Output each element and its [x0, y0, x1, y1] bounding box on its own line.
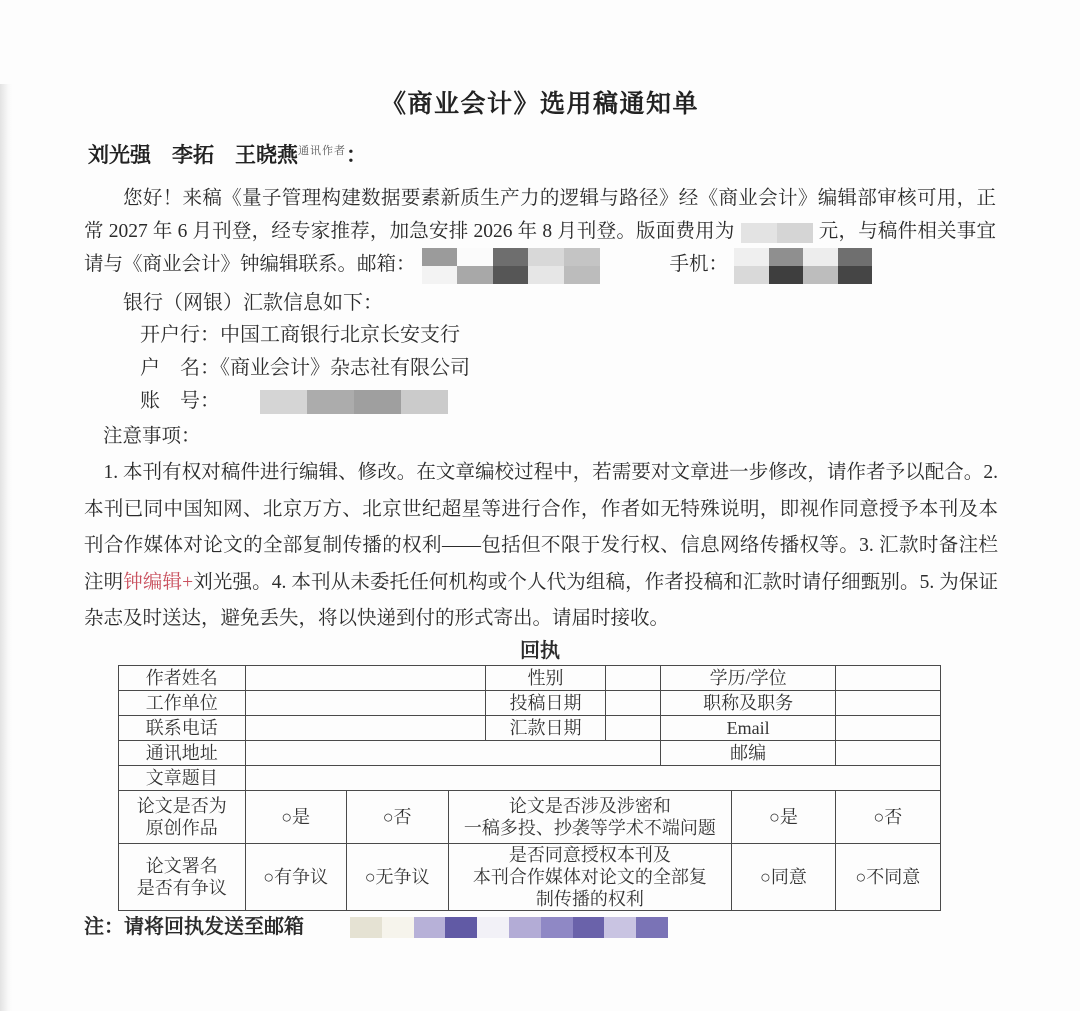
cell-degree-value	[835, 665, 940, 690]
cell-original-work-label: 论文是否为 原创作品	[119, 790, 246, 843]
cell-misconduct-yes-option: ○是	[732, 790, 836, 843]
account-number-label: 账 号：	[140, 390, 220, 412]
account-name-value: 《商业会计》杂志社有限公司	[220, 357, 470, 379]
cell-payment-date-value	[605, 715, 661, 740]
notes-heading: 注意事项：	[103, 426, 201, 447]
cell-disputed-option: ○有争议	[245, 843, 346, 910]
cell-email-value	[835, 715, 940, 740]
corresponding-author-superscript: 通讯作者	[298, 145, 346, 157]
cell-misconduct-no-option: ○否	[835, 790, 940, 843]
cell-title-position-label: 职称及职务	[661, 690, 835, 715]
cell-postal-code-value	[835, 740, 940, 765]
notes-text-1: 1. 本刊有权对稿件进行编辑、修改。在文章编校过程中，若需要对文章进一步修改，请作者予以配合。2. 本刊已同中国知网、北京万方、北京世纪超星等进行合作，作者如无特殊说明，即视作同意授予本刊及本刊合作媒体对论文的全部复制传播的权利——包括但不限于发行权、信息网络传播权等。3. 汇款时备注栏注明	[84, 462, 998, 593]
account-name-line	[140, 352, 1080, 385]
table-row	[119, 665, 941, 690]
cell-degree-label: 学历/学位	[661, 665, 835, 690]
bank-name-label: 开户行：	[140, 324, 220, 346]
footer-note-text: 注：请将回执发送至邮箱	[84, 915, 304, 938]
table-row	[119, 740, 941, 765]
cell-signature-dispute-label: 论文署名 是否有争议	[119, 843, 246, 910]
bank-info-section	[0, 287, 1080, 418]
cell-original-yes-option: ○是	[245, 790, 346, 843]
notes-paragraph	[84, 455, 998, 638]
cell-submission-date-label: 投稿日期	[486, 690, 605, 715]
redacted-fee-amount	[741, 223, 813, 243]
cell-original-no-option: ○否	[346, 790, 448, 843]
author-names: 刘光强 李拓 王晓燕	[88, 143, 298, 167]
receipt-heading: 回执	[520, 639, 560, 662]
redacted-footer-email	[350, 917, 668, 938]
cell-contact-phone-value	[245, 715, 486, 740]
authors-colon: ：	[346, 143, 367, 167]
cell-gender-value	[605, 665, 661, 690]
cell-misconduct-label: 论文是否涉及涉密和 一稿多投、抄袭等学术不端问题	[448, 790, 732, 843]
cell-author-name-label: 作者姓名	[119, 665, 246, 690]
cell-authorization-label: 是否同意授权本刊及 本刊合作媒体对论文的全部复 制传播的权利	[448, 843, 732, 910]
receipt-table	[118, 665, 941, 911]
table-row	[119, 690, 941, 715]
cell-contact-phone-label: 联系电话	[119, 715, 246, 740]
cell-gender-label: 性别	[486, 665, 605, 690]
bank-info-heading: 银行（网银）汇款信息如下：	[123, 292, 383, 314]
notes-text-2: 刘光强。4. 本刊从未委托任何机构或个人代为组稿，作者投稿和汇款时请仔细甄别。5. 为保证杂志及时送达，避免丢失，将以快递到付的形式寄出。请届时接收。	[84, 571, 998, 629]
cell-article-title-value	[245, 765, 940, 790]
cell-title-position-value	[835, 690, 940, 715]
cell-work-unit-value	[245, 690, 486, 715]
cell-postal-code-label: 邮编	[661, 740, 835, 765]
redacted-phone	[734, 248, 872, 284]
intro-text-1: 您好！来稿《量子管理构建数据要素新质生产力的逻辑与路径》经《商业会计》编辑部审核可用，正常 2027 年 6 月刊登，经专家推荐，加急安排 2026 年 8 月刊登。版面费用为	[84, 188, 996, 242]
authors-line	[88, 137, 1080, 169]
bank-name-value: 中国工商银行北京长安支行	[220, 324, 460, 346]
cell-disagree-option: ○不同意	[835, 843, 940, 910]
cell-payment-date-label: 汇款日期	[486, 715, 605, 740]
highlighted-editor-name: 钟编辑+	[123, 571, 194, 593]
redacted-email	[422, 248, 600, 284]
cell-email-label: Email	[661, 715, 835, 740]
intro-paragraph	[84, 182, 996, 281]
cell-author-name-value	[245, 665, 486, 690]
intro-text-3: 手机：	[669, 254, 729, 275]
account-name-label: 户 名：	[140, 357, 220, 379]
cell-undisputed-option: ○无争议	[346, 843, 448, 910]
cell-submission-date-value	[605, 690, 661, 715]
cell-mailing-address-value	[245, 740, 661, 765]
cell-agree-option: ○同意	[732, 843, 836, 910]
table-row	[119, 843, 941, 910]
redacted-account-number	[260, 390, 448, 414]
table-row	[119, 765, 941, 790]
document-page	[0, 84, 1080, 1011]
account-number-line	[140, 385, 1080, 418]
table-row	[119, 715, 941, 740]
bank-name-line	[140, 319, 1080, 352]
intro-text-2: 元，与稿件相关事宜请与《商业会计》钟编辑联系。邮箱：	[84, 221, 996, 275]
cell-article-title-label: 文章题目	[119, 765, 246, 790]
table-row	[119, 790, 941, 843]
document-title: 《商业会计》选用稿通知单	[380, 91, 699, 118]
cell-work-unit-label: 工作单位	[119, 690, 246, 715]
cell-mailing-address-label: 通讯地址	[119, 740, 246, 765]
